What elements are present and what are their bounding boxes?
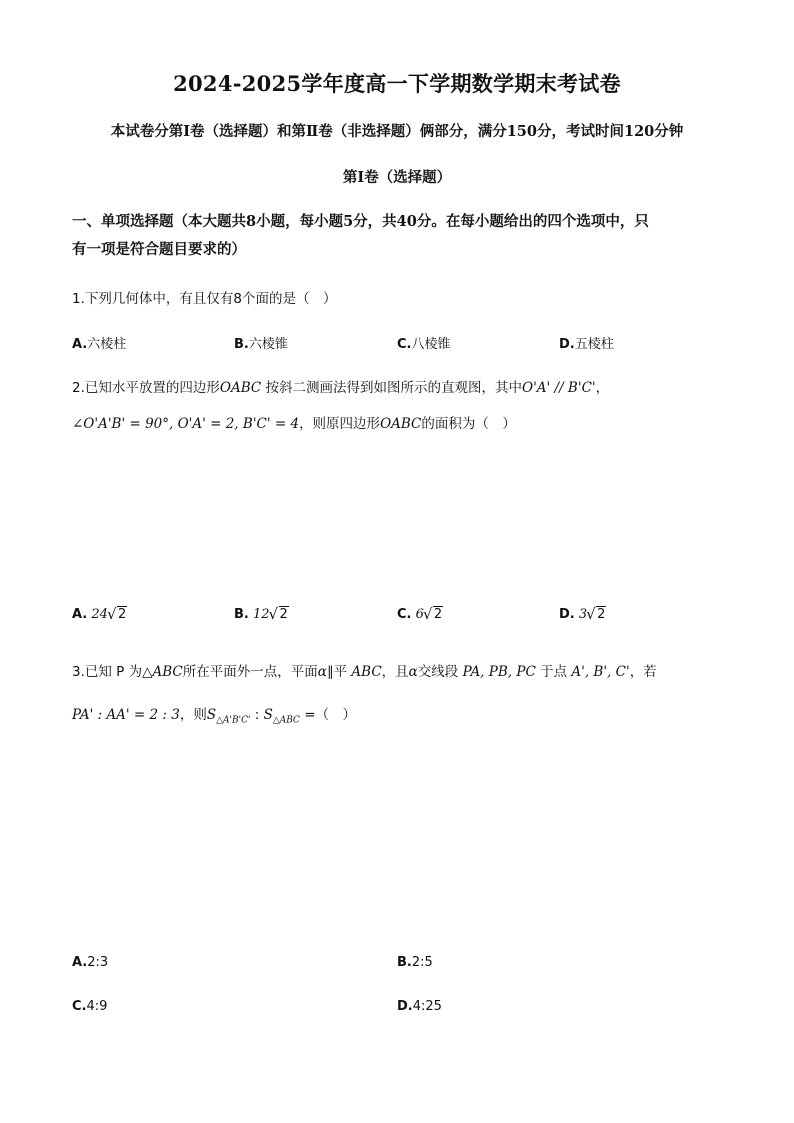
q3-d: 交线段	[417, 664, 459, 680]
option-text: 六棱柱	[87, 337, 127, 352]
q3-triangle: △ABC	[142, 664, 183, 680]
q3-abc: ABC	[351, 664, 382, 680]
q3-area-2	[263, 707, 300, 726]
option-coef: 12	[253, 607, 270, 622]
option-text: 2:3	[87, 955, 109, 970]
option-letter: A.	[72, 337, 88, 352]
question-2-option-a	[72, 607, 127, 622]
option-letter: A.	[72, 955, 88, 970]
part-heading	[72, 208, 722, 264]
q2-shape-2: OABC	[380, 416, 422, 432]
question-2-option-b	[234, 607, 289, 622]
option-radicand: 2	[279, 607, 288, 622]
option-letter: D.	[397, 999, 413, 1014]
q2-givens: ∠O'A'B' = 90°, O'A' = 2, B'C' = 4	[72, 416, 300, 432]
option-coef: 6	[415, 607, 424, 622]
question-1-option-d	[559, 333, 614, 352]
option-text: 六棱锥	[248, 337, 288, 352]
q3-colon: :	[250, 707, 264, 723]
question-1-stem: 1.下列几何体中，有且仅有8个面的是（ ）	[72, 291, 337, 307]
q3-e: 于点	[540, 664, 568, 680]
question-2-option-c	[397, 607, 443, 622]
option-text: 五棱柱	[574, 337, 614, 352]
q3-alpha-2: α	[408, 664, 418, 680]
question-1-option-b	[234, 333, 288, 352]
exam-title: 2024-2025学年度高一下学期数学期末考试卷	[173, 71, 621, 96]
option-letter: B.	[397, 955, 412, 970]
area-subscript: △ABC	[272, 715, 300, 726]
question-3-option-d	[397, 999, 442, 1014]
q2-mid: ，则原四边形	[299, 416, 381, 432]
question-3-option-c	[72, 999, 107, 1014]
sqrt-icon	[108, 607, 127, 622]
option-radicand: 2	[433, 607, 443, 622]
sqrt-icon	[587, 607, 606, 622]
area-symbol: S	[263, 707, 273, 723]
q3-then: ，则	[179, 707, 207, 723]
question-2-stem-line1	[72, 376, 732, 396]
q2-middle: 按斜二测画法得到如图所示的直观图，其中	[265, 380, 523, 396]
q3-area-1	[206, 707, 251, 726]
area-subscript: △A'B'C'	[216, 715, 251, 726]
q2-shape: OABC	[219, 380, 262, 396]
q2-condition: O'A' // B'C'	[522, 380, 596, 396]
sqrt-icon	[424, 607, 443, 622]
part-heading-line1: 一、单项选择题（本大题共8小题，每小题5分，共40分。在每小题给出的四个选项中，只	[72, 213, 649, 230]
option-coef: 24	[91, 607, 108, 622]
q2-end: 的面积为（ ）	[421, 416, 516, 432]
question-3-stem-line2	[72, 703, 732, 726]
q3-alpha: α	[317, 664, 327, 680]
option-text: 4:25	[412, 999, 442, 1014]
question-3-stem-line1	[72, 660, 732, 680]
q3-f: ，若	[629, 664, 657, 680]
option-letter: B.	[234, 337, 249, 352]
question-3-option-a	[72, 955, 108, 970]
q3-c: ，且	[381, 664, 409, 680]
q3-b: 所在平面外一点，平面	[182, 664, 318, 680]
q3-segments: PA, PB, PC	[462, 664, 536, 680]
q2-comma: ，	[595, 380, 610, 396]
q3-end: =（ ）	[299, 707, 357, 723]
option-text: 八棱锥	[411, 337, 451, 352]
exam-instructions: 本试卷分第Ⅰ卷（选择题）和第Ⅱ卷（非选择题）俩部分，满分150分，考试时间120分钟	[110, 123, 684, 140]
part-heading-line2: 有一项是符合题目要求的）	[72, 241, 246, 258]
question-3-option-b	[397, 955, 433, 970]
option-letter: C.	[72, 999, 87, 1014]
question-2-stem-line2	[72, 412, 732, 432]
q2-prefix: 2.已知水平放置的四边形	[72, 380, 220, 396]
q3-ratio: PA' : AA' = 2 : 3	[72, 707, 180, 723]
question-1-option-a	[72, 333, 126, 352]
option-letter: D.	[559, 607, 575, 622]
sqrt-icon	[270, 607, 289, 622]
option-letter: B.	[234, 607, 249, 622]
option-letter: C.	[397, 607, 412, 622]
option-coef: 3	[578, 607, 588, 622]
option-letter: D.	[559, 337, 575, 352]
option-letter: A.	[72, 607, 88, 622]
question-1-option-c	[397, 333, 451, 352]
question-2-option-d	[559, 607, 606, 622]
option-letter: C.	[397, 337, 412, 352]
q3-points: A', B', C'	[571, 664, 630, 680]
area-symbol: S	[206, 707, 217, 723]
option-radicand: 2	[117, 607, 127, 622]
section-heading: 第Ⅰ卷（选择题）	[342, 169, 452, 186]
option-text: 2:5	[411, 955, 433, 970]
option-text: 4:9	[86, 999, 108, 1014]
option-radicand: 2	[597, 607, 606, 622]
q3-a: 3.已知 P 为	[72, 664, 143, 680]
q3-parallel: ∥平	[326, 664, 348, 680]
